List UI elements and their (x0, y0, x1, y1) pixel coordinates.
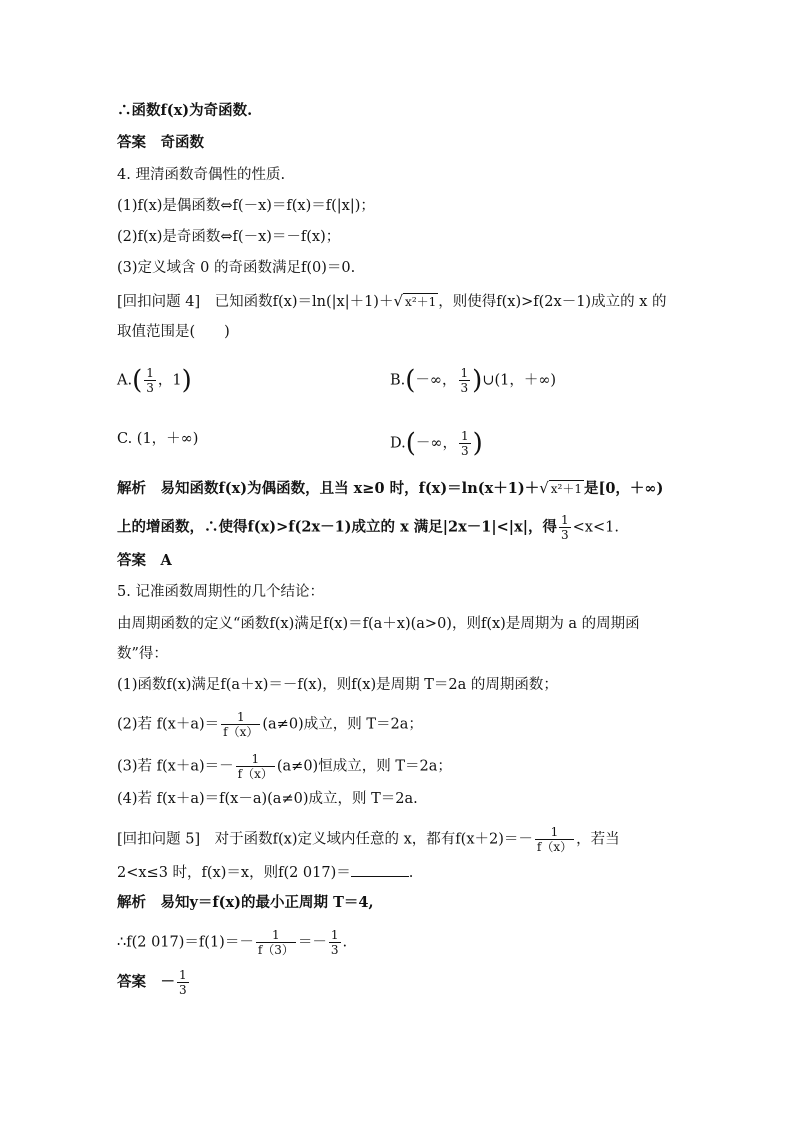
denominator: f（x） (223, 725, 259, 739)
denominator: 3 (460, 381, 469, 395)
denominator: 3 (146, 381, 154, 395)
fraction (177, 968, 189, 997)
option-text: －∞， (415, 435, 457, 452)
denominator: 3 (330, 943, 339, 957)
text-line: (2)f(x)是奇函数⇔f(－x)＝－f(x)； (117, 229, 341, 245)
solution-text: 上的增函数，∴使得f(x)>f(2x－1)成立的 x 满足|2x－1|<|x|，得 (117, 518, 557, 536)
question-4-line1 (117, 291, 666, 312)
solution-text: . (342, 934, 348, 951)
section-heading: 5. 记准函数周期性的几个结论： (117, 584, 324, 600)
text-line: (3)定义域含 0 的奇函数满足f(0)＝0. (117, 260, 356, 276)
fraction (329, 928, 341, 957)
solution-5-line1: 解析 易知y＝f(x)的最小正周期 T＝4, (117, 894, 374, 911)
option-text: ∪(1，＋∞) (482, 372, 557, 389)
text-line: (1)f(x)是偶函数⇔f(－x)＝f(x)＝f(|x|)； (117, 198, 375, 214)
fraction (236, 752, 275, 781)
answer-blank (351, 862, 409, 877)
question-5-text: [回扣问题 5] 对于函数f(x)定义域内任意的 x，都有f(x＋2)＝－ (117, 831, 533, 848)
numerator: 1 (221, 710, 260, 725)
conclusion-1: (1)函数f(x)满足f(a＋x)＝－f(x)，则f(x)是周期 T＝2a 的周期函数； (117, 677, 558, 693)
option-b (390, 366, 556, 395)
denominator: 3 (460, 444, 469, 458)
sqrt-expression: √ x²＋1 (393, 292, 437, 310)
solution-text: ＝－ (297, 934, 327, 951)
question-5-line1 (117, 825, 620, 854)
paren: ) (472, 365, 483, 396)
solution-4-line2 (117, 513, 619, 542)
option-a (117, 366, 192, 395)
question-5-text: . (408, 865, 414, 881)
numerator: 1 (561, 513, 569, 527)
solution-text: <x<1. (572, 519, 619, 536)
numerator: 1 (535, 825, 574, 840)
solution-text: 解析 易知函数f(x)为偶函数，且当 x≥0 时，f(x)＝ln(x＋1)＋ (117, 480, 540, 497)
fraction (535, 825, 574, 854)
numerator: 1 (460, 366, 469, 380)
question-4-text: ，则使得f(x)>f(2x－1)成立的 x 的 (438, 294, 667, 310)
sqrt-expression: √ x²＋1 (539, 479, 582, 497)
numerator: 1 (236, 752, 275, 767)
question-5-line2 (117, 862, 413, 883)
denominator: f（x） (237, 767, 273, 781)
paren: ( (405, 428, 416, 459)
conclusion-text: (a≠0)恒成立，则 T＝2a； (276, 758, 452, 775)
fraction (459, 366, 471, 395)
numerator: 1 (330, 928, 339, 942)
option-label: D. (390, 435, 406, 452)
option-c: C. (1，＋∞) (117, 431, 199, 447)
fraction (144, 366, 156, 395)
denominator: 3 (561, 528, 569, 542)
option-text: －∞， (415, 372, 457, 389)
question-4-text: [回扣问题 4] 已知函数f(x)＝ln(|x|＋1)＋ (117, 294, 394, 310)
solution-text: ∴f(2 017)＝f(1)＝－ (117, 934, 254, 951)
text-line: 答案 奇函数 (117, 134, 204, 151)
conclusion-text: (3)若 f(x＋a)＝－ (117, 758, 234, 775)
solution-5-line2 (117, 928, 347, 957)
paren: ( (405, 365, 416, 396)
section-heading: 4. 理清函数奇偶性的性质. (117, 167, 286, 183)
question-5-text: ，若当 (576, 831, 620, 848)
fraction (256, 928, 296, 957)
fraction (221, 710, 260, 739)
option-label: A. (117, 372, 133, 389)
solution-4-line1 (117, 478, 663, 499)
denominator: f（x） (536, 840, 573, 854)
text-line: ∴函数f(x)为奇函数. (117, 102, 253, 119)
answer-text: 答案 － (117, 973, 175, 991)
numerator: 1 (460, 429, 469, 443)
numerator: 1 (256, 928, 296, 943)
option-d (390, 429, 483, 458)
answer-5 (117, 968, 191, 997)
denominator: f（3） (257, 943, 294, 957)
paren: ( (132, 365, 143, 396)
radicand: x²＋1 (405, 295, 437, 309)
denominator: 3 (179, 983, 187, 997)
numerator: 1 (179, 968, 187, 982)
text-line: 数”得： (117, 646, 168, 662)
conclusion-4: (4)若 f(x＋a)＝f(x－a)(a≠0)成立，则 T＝2a. (117, 791, 418, 807)
question-5-text: 2<x≤3 时，f(x)＝x，则f(2 017)＝ (117, 865, 351, 881)
paren: ) (472, 428, 483, 459)
answer-4: 答案 A (117, 552, 172, 569)
conclusion-3 (117, 752, 452, 781)
solution-text: 是[0，＋∞) (583, 480, 664, 497)
fraction (559, 513, 571, 542)
paren: ) (181, 365, 192, 396)
conclusion-text: (a≠0)成立，则 T＝2a； (262, 716, 423, 733)
option-label: B. (390, 372, 406, 389)
fraction (459, 429, 471, 458)
text-line: 由周期函数的定义“函数f(x)满足f(x)＝f(a＋x)(a>0)，则f(x)是周期为 a 的周期函 (117, 616, 640, 632)
conclusion-text: (2)若 f(x＋a)＝ (117, 716, 220, 733)
option-text: ，1 (157, 372, 182, 389)
numerator: 1 (146, 366, 154, 380)
question-4-line2: 取值范围是( ) (117, 324, 230, 340)
radicand: x²＋1 (550, 482, 582, 496)
conclusion-2 (117, 710, 423, 739)
